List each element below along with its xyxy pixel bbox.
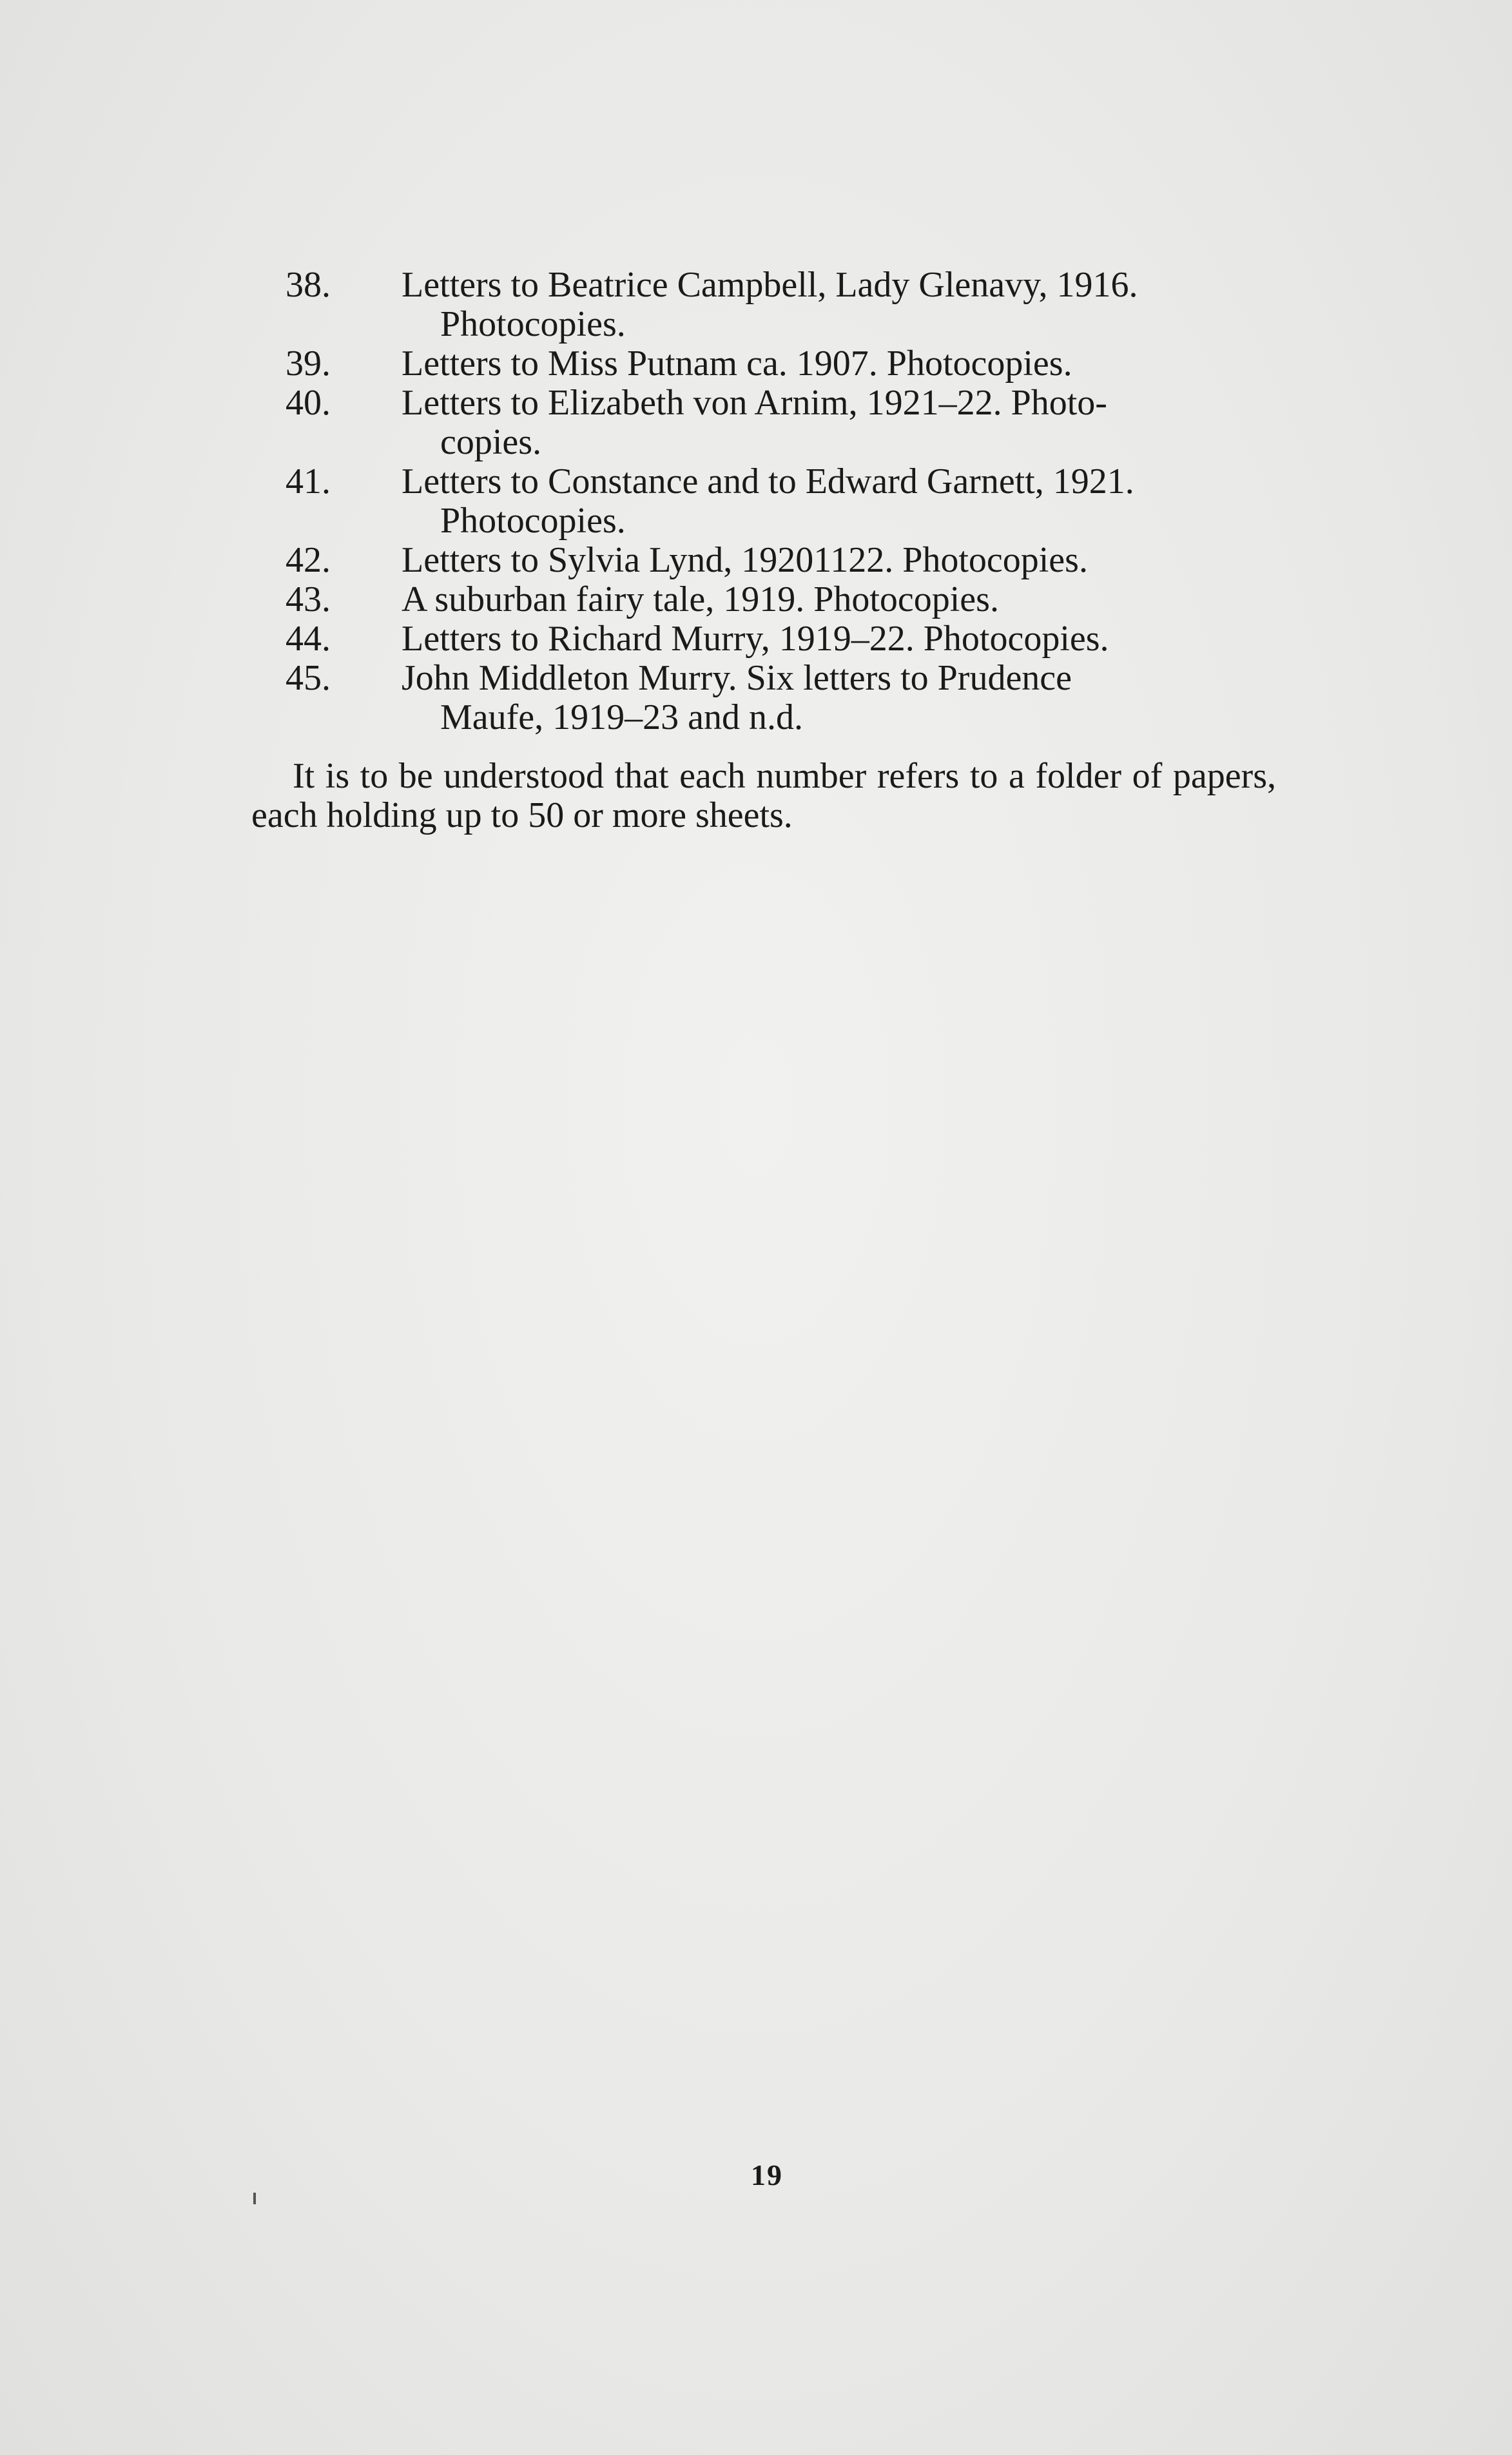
item-text: John Middleton Murry. Six letters to Prudence — [402, 658, 1072, 698]
item-number: 39. — [286, 344, 331, 383]
item-text: Letters to Richard Murry, 1919–22. Photocopies. — [402, 619, 1109, 659]
item-text: A suburban fairy tale, 1919. Photocopies. — [402, 579, 999, 619]
list-item — [251, 383, 1276, 462]
item-text-continued: Maufe, 1919–23 and n.d. — [440, 697, 804, 737]
item-text-continued: Photocopies. — [440, 304, 626, 344]
list-item — [251, 619, 1276, 659]
page-number: 19 — [751, 2159, 783, 2191]
item-text: Letters to Beatrice Campbell, Lady Glenavy, 1916. — [402, 265, 1138, 305]
item-text-continued: Photocopies. — [440, 501, 626, 541]
item-text-continued: copies. — [440, 422, 542, 462]
explanatory-note: It is to be understood that each number refers to a folder of papers, each holding up to 50 or more sheets. — [251, 756, 1276, 835]
item-number: 43. — [286, 579, 331, 619]
list-item — [251, 344, 1276, 383]
list-item — [251, 541, 1276, 580]
list-item — [251, 266, 1276, 344]
item-number: 41. — [286, 461, 331, 501]
item-text: Letters to Elizabeth von Arnim, 1921–22. Photo- — [402, 383, 1107, 423]
manuscript-list — [251, 266, 1276, 871]
list-item — [251, 462, 1276, 541]
item-number: 42. — [286, 540, 331, 580]
item-number: 38. — [286, 265, 331, 305]
item-number: 40. — [286, 383, 331, 423]
item-text: Letters to Sylvia Lynd, 19201122. Photocopies. — [402, 540, 1088, 580]
item-number: 45. — [286, 658, 331, 698]
item-text: Letters to Constance and to Edward Garnett, 1921. — [402, 461, 1134, 501]
list-item — [251, 580, 1276, 619]
item-text: Letters to Miss Putnam ca. 1907. Photocopies. — [402, 344, 1072, 383]
item-number: 44. — [286, 619, 331, 659]
list-item — [251, 659, 1276, 737]
paper-speck — [253, 2193, 256, 2204]
